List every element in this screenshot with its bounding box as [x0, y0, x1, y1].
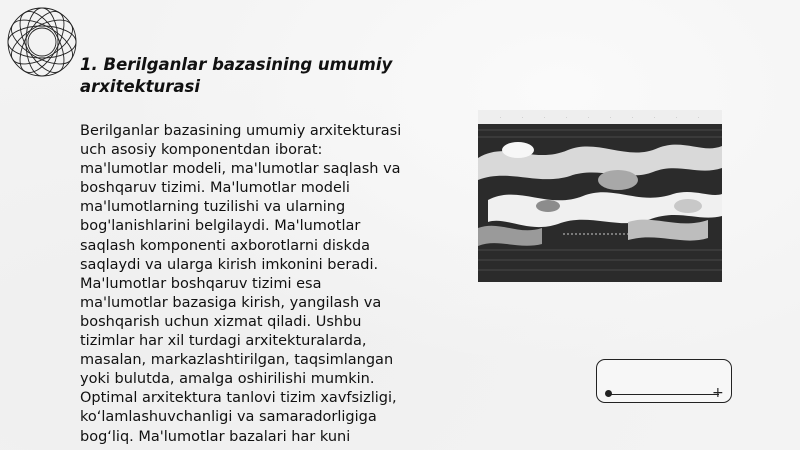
slide-body-text: Berilganlar bazasining umumiy arxitekturasi uch asosiy komponentdan iborat: ma'lumotlar modeli, ma'lumotlar saqlash va boshqaruv tizimi. Ma'lumotlar modeli ma'lumotlarning tuzilishi va ularning bog'lanishlarini belgilaydi. Ma'lumotlar saqlash komponenti axborotlarni diskda saqlaydi va ularga kirish imkonini beradi. Ma'lumotlar boshqaruv tizimi esa ma'lumotlar bazasiga kirish, yangilash va boshqarish uchun xizmat qiladi. Ushbu tizimlar har xil turdagi arxitekturalarda, masalan, markazlashtirilgan, taqsimlangan yoki bulutda, amalga oshirilishi mumkin. Optimal arxitektura tanlovi tizim xavfsizligi, ko‘lamlashuvchanligi va samaradorligiga bog‘liq. Ma'lumotlar bazalari har kuni: [80, 123, 402, 445]
svg-text:·: ·: [566, 116, 568, 120]
slide-title: 1. Berilganlar bazasining umumiy arxitekturasi: [80, 55, 393, 96]
svg-text:·: ·: [698, 116, 700, 120]
svg-text:·: ·: [654, 116, 656, 120]
svg-text:·: ·: [632, 116, 634, 120]
architecture-figure-image: [478, 110, 722, 282]
dot-icon[interactable]: [605, 390, 612, 397]
progress-slider-card[interactable]: [596, 359, 732, 403]
plus-icon[interactable]: +: [712, 385, 724, 401]
svg-text:·: ·: [610, 116, 612, 120]
svg-text:·: ·: [676, 116, 678, 120]
slider-track[interactable]: [609, 394, 719, 395]
svg-text:·: ·: [500, 116, 502, 120]
svg-text:·: ·: [544, 116, 546, 120]
svg-text:·: ·: [588, 116, 590, 120]
svg-text:·: ·: [522, 116, 524, 120]
spirograph-logo-icon: [4, 4, 80, 80]
